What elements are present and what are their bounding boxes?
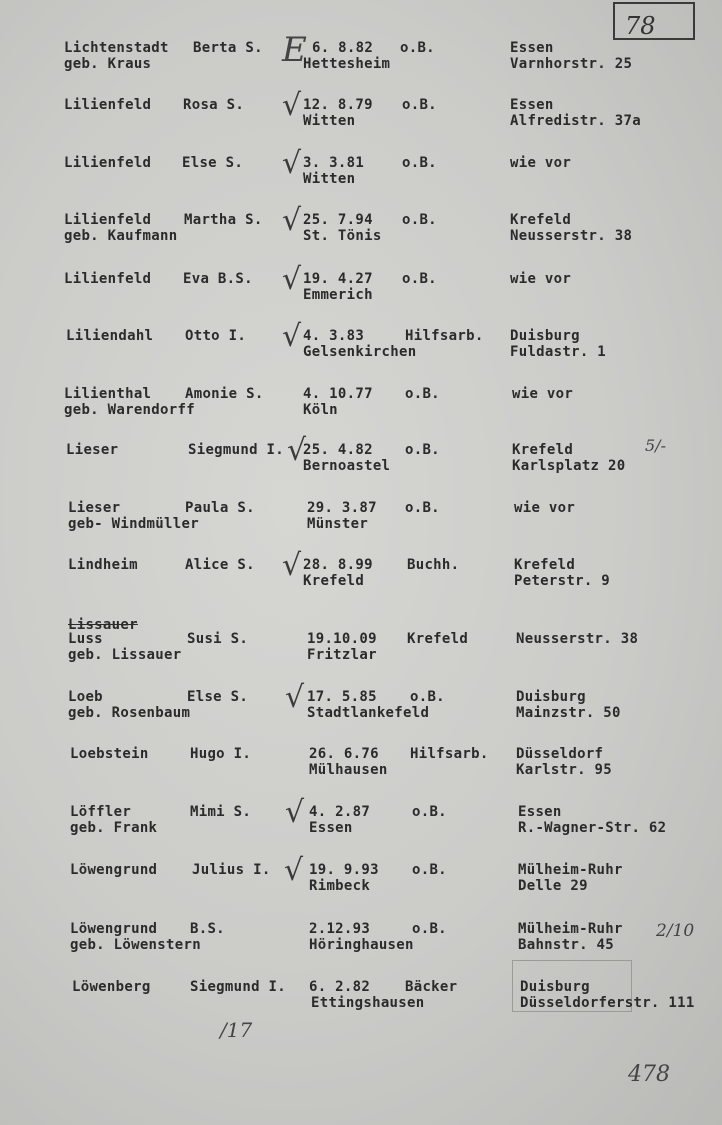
occupation: o.B. bbox=[412, 921, 447, 937]
city: Essen bbox=[510, 97, 554, 113]
record-entry bbox=[0, 746, 722, 790]
birth-date: 6. 2.82 bbox=[309, 979, 371, 995]
given-name: Siegmund I. bbox=[190, 979, 287, 995]
checkmark-icon: √ bbox=[287, 433, 307, 468]
maiden-name: geb. Rosenbaum bbox=[68, 705, 191, 721]
checkmark-icon: √ bbox=[282, 319, 302, 354]
city: Duisburg bbox=[520, 979, 590, 995]
place-of-birth: Mülhausen bbox=[309, 762, 388, 778]
place-of-birth: St. Tönis bbox=[303, 228, 382, 244]
occupation: Buchh. bbox=[407, 557, 460, 573]
occupation: Hilfsarb. bbox=[405, 328, 484, 344]
place-of-birth: Gelsenkirchen bbox=[303, 344, 417, 360]
city: Mülheim-Ruhr bbox=[518, 862, 623, 878]
checkmark-icon: √ bbox=[285, 795, 305, 830]
place-of-birth: Köln bbox=[303, 402, 338, 418]
birth-date: 4. 3.83 bbox=[303, 328, 365, 344]
occupation: Krefeld bbox=[407, 631, 469, 647]
surname: Lilienfeld bbox=[64, 155, 152, 171]
city: Krefeld bbox=[514, 557, 576, 573]
place-of-birth: Witten bbox=[303, 171, 356, 187]
birth-date: 25. 7.94 bbox=[303, 212, 373, 228]
street: R.-Wagner-Str. 62 bbox=[518, 820, 667, 836]
place-of-birth: Witten bbox=[303, 113, 356, 129]
birth-date: 19. 4.27 bbox=[303, 271, 373, 287]
city: wie vor bbox=[514, 500, 576, 516]
birth-date: 4. 10.77 bbox=[303, 386, 373, 402]
street: Karlsplatz 20 bbox=[512, 458, 626, 474]
street: Bahnstr. 45 bbox=[518, 937, 615, 953]
street: Peterstr. 9 bbox=[514, 573, 611, 589]
given-name: Eva B.S. bbox=[183, 271, 253, 287]
surname: Lindheim bbox=[68, 557, 138, 573]
maiden-name: geb. Kraus bbox=[64, 56, 152, 72]
record-entry bbox=[0, 146, 722, 199]
birth-date: 19.10.09 bbox=[307, 631, 377, 647]
maiden-name: geb. Warendorff bbox=[64, 402, 195, 418]
handwritten-mark: E bbox=[282, 30, 307, 70]
record-entry bbox=[0, 433, 722, 486]
occupation: o.B. bbox=[402, 271, 437, 287]
occupation: o.B. bbox=[412, 804, 447, 820]
place-of-birth: Hettesheim bbox=[303, 56, 391, 72]
birth-date: 25. 4.82 bbox=[303, 442, 373, 458]
occupation: o.B. bbox=[405, 500, 440, 516]
given-name: Else S. bbox=[182, 155, 244, 171]
occupation: o.B. bbox=[400, 40, 435, 56]
occupation: o.B. bbox=[405, 386, 440, 402]
record-entry bbox=[0, 319, 722, 372]
surname: Lilienthal bbox=[64, 386, 152, 402]
given-name: Alice S. bbox=[185, 557, 255, 573]
margin-note: /17 bbox=[220, 1018, 253, 1042]
city: Essen bbox=[510, 40, 554, 56]
surname: Lilienfeld bbox=[64, 97, 152, 113]
surname: Loebstein bbox=[70, 746, 149, 762]
city: Duisburg bbox=[510, 328, 580, 344]
city: Mülheim-Ruhr bbox=[518, 921, 623, 937]
occupation: Bäcker bbox=[405, 979, 458, 995]
record-entry bbox=[0, 921, 722, 965]
city: wie vor bbox=[510, 155, 572, 171]
place-of-birth: Krefeld bbox=[303, 573, 365, 589]
record-entry bbox=[0, 30, 722, 84]
city: wie vor bbox=[510, 271, 572, 287]
birth-date: 28. 8.99 bbox=[303, 557, 373, 573]
occupation: o.B. bbox=[412, 862, 447, 878]
street: Mainzstr. 50 bbox=[516, 705, 621, 721]
surname: Löffler bbox=[70, 804, 132, 820]
surname: Loeb bbox=[68, 689, 103, 705]
street: Alfredistr. 37a bbox=[510, 113, 641, 129]
surname: Liliendahl bbox=[66, 328, 154, 344]
record-entry bbox=[0, 795, 722, 848]
surname: Lilienfeld bbox=[64, 212, 152, 228]
street: Delle 29 bbox=[518, 878, 588, 894]
city: Neusserstr. 38 bbox=[516, 631, 639, 647]
birth-date: 29. 3.87 bbox=[307, 500, 377, 516]
occupation: o.B. bbox=[402, 155, 437, 171]
birth-date: 19. 9.93 bbox=[309, 862, 379, 878]
record-entry bbox=[0, 262, 722, 315]
archive-number: 478 bbox=[628, 1062, 670, 1087]
birth-date: 26. 6.76 bbox=[309, 746, 379, 762]
birth-date: 17. 5.85 bbox=[307, 689, 377, 705]
place-of-birth: Emmerich bbox=[303, 287, 373, 303]
given-name: Martha S. bbox=[184, 212, 263, 228]
checkmark-icon: √ bbox=[282, 203, 302, 238]
street: Neusserstr. 38 bbox=[510, 228, 633, 244]
city: Essen bbox=[518, 804, 562, 820]
handwritten-amount: 2/10 bbox=[656, 921, 695, 941]
given-name: B.S. bbox=[190, 921, 225, 937]
birth-date: 12. 8.79 bbox=[303, 97, 373, 113]
occupation: o.B. bbox=[410, 689, 445, 705]
struck-surname: Lissauer bbox=[68, 617, 138, 633]
occupation: o.B. bbox=[405, 442, 440, 458]
record-entry bbox=[0, 500, 722, 544]
place-of-birth: Stadtlankefeld bbox=[307, 705, 430, 721]
occupation: o.B. bbox=[402, 97, 437, 113]
maiden-name: geb- Windmüller bbox=[68, 516, 199, 532]
city: Krefeld bbox=[512, 442, 574, 458]
place-of-birth: Bernoastel bbox=[303, 458, 391, 474]
birth-date: 2.12.93 bbox=[309, 921, 371, 937]
city: wie vor bbox=[512, 386, 574, 402]
surname: Lieser bbox=[68, 500, 121, 516]
given-name: Hugo I. bbox=[190, 746, 252, 762]
given-name: Paula S. bbox=[185, 500, 255, 516]
maiden-name: geb. Löwenstern bbox=[70, 937, 201, 953]
city: Krefeld bbox=[510, 212, 572, 228]
checkmark-icon: √ bbox=[282, 548, 302, 583]
birth-date: 3. 3.81 bbox=[303, 155, 365, 171]
checkmark-icon: √ bbox=[285, 680, 305, 715]
given-name: Rosa S. bbox=[183, 97, 245, 113]
maiden-name: geb. Frank bbox=[70, 820, 158, 836]
record-entry bbox=[0, 680, 722, 733]
given-name: Else S. bbox=[187, 689, 249, 705]
given-name: Otto I. bbox=[185, 328, 247, 344]
city: Düsseldorf bbox=[516, 746, 604, 762]
place-of-birth: Ettingshausen bbox=[311, 995, 425, 1011]
given-name: Berta S. bbox=[193, 40, 263, 56]
surname: Luss bbox=[68, 631, 103, 647]
street: Varnhorstr. 25 bbox=[510, 56, 633, 72]
page-number: 78 bbox=[625, 12, 656, 40]
given-name: Siegmund I. bbox=[188, 442, 285, 458]
record-entry bbox=[0, 853, 722, 906]
given-name: Amonie S. bbox=[185, 386, 264, 402]
street: Karlstr. 95 bbox=[516, 762, 613, 778]
maiden-name: geb. Kaufmann bbox=[64, 228, 178, 244]
checkmark-icon: √ bbox=[284, 853, 304, 888]
place-of-birth: Höringhausen bbox=[309, 937, 414, 953]
place-of-birth: Essen bbox=[309, 820, 353, 836]
surname: Löwengrund bbox=[70, 862, 158, 878]
occupation: Hilfsarb. bbox=[410, 746, 489, 762]
street: Düsseldorferstr. 111 bbox=[520, 995, 695, 1011]
record-entry bbox=[0, 386, 722, 430]
record-entry bbox=[0, 548, 722, 601]
checkmark-icon: √ bbox=[282, 146, 302, 181]
record-entry bbox=[0, 88, 722, 141]
handwritten-amount: 5/- bbox=[645, 436, 666, 455]
surname: Löwenberg bbox=[72, 979, 151, 995]
surname: Lieser bbox=[66, 442, 119, 458]
surname: Löwengrund bbox=[70, 921, 158, 937]
birth-date: 6. 8.82 bbox=[312, 40, 374, 56]
occupation: o.B. bbox=[402, 212, 437, 228]
given-name: Mimi S. bbox=[190, 804, 252, 820]
maiden-name: geb. Lissauer bbox=[68, 647, 182, 663]
place-of-birth: Fritzlar bbox=[307, 647, 377, 663]
given-name: Susi S. bbox=[187, 631, 249, 647]
city: Duisburg bbox=[516, 689, 586, 705]
birth-date: 4. 2.87 bbox=[309, 804, 371, 820]
place-of-birth: Münster bbox=[307, 516, 369, 532]
checkmark-icon: √ bbox=[282, 88, 302, 123]
record-entry bbox=[0, 979, 722, 1023]
surname: Lichtenstadt bbox=[64, 40, 169, 56]
checkmark-icon: √ bbox=[282, 262, 302, 297]
surname: Lilienfeld bbox=[64, 271, 152, 287]
given-name: Julius I. bbox=[192, 862, 271, 878]
place-of-birth: Rimbeck bbox=[309, 878, 371, 894]
street: Fuldastr. 1 bbox=[510, 344, 607, 360]
record-entry bbox=[0, 203, 722, 256]
record-entry bbox=[0, 617, 722, 669]
